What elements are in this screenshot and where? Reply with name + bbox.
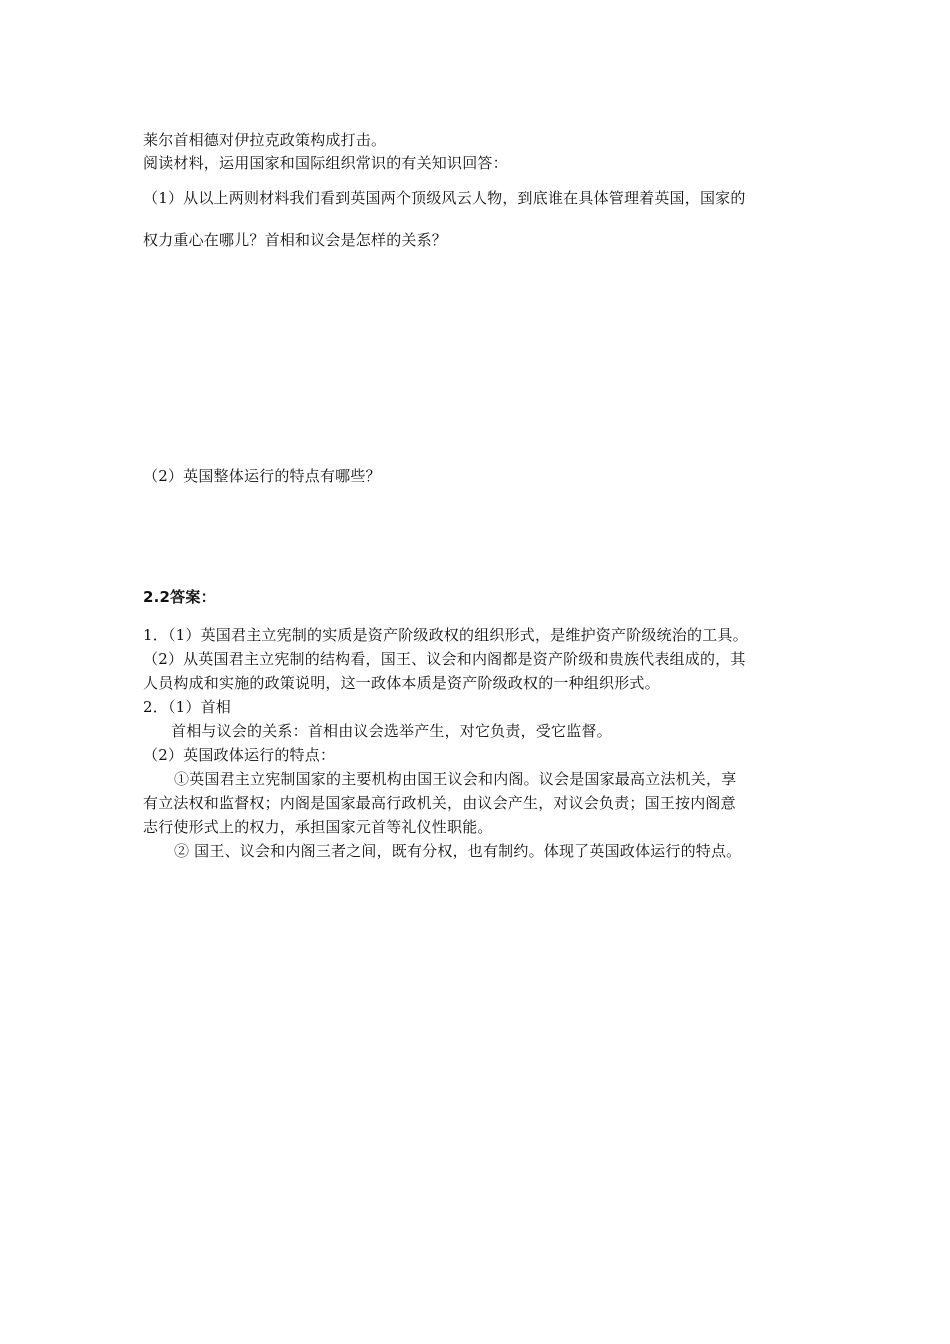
instruction-text: 阅读材料，运用国家和国际组织常识的有关知识回答： bbox=[143, 154, 508, 172]
answer-2-point-1-line-1: ①英国君主立宪制国家的主要机构由国王议会和内阁。议会是国家最高立法机关，享 bbox=[174, 770, 737, 788]
answer-1-part-2-line-1: （2）从英国君主立宪制的结构看，国王、议会和内阁都是资产阶级和贵族代表组成的，其 bbox=[143, 650, 746, 668]
answer-1-part-1: 1．（1）英国君主立宪制的实质是资产阶级政权的组织形式，是维护资产阶级统治的工具。 bbox=[143, 626, 748, 644]
answer-2-point-1-line-2: 有立法权和监督权；内阁是国家最高行政机关，由议会产生，对议会负责；国王按内阁意 bbox=[143, 794, 736, 812]
answer-2-part-1: 2．（1）首相 bbox=[143, 698, 231, 716]
answer-2-point-2: ② 国王、议会和内阁三者之间，既有分权，也有制约。体现了英国政体运行的特点。 bbox=[174, 842, 742, 860]
material-ending-text: 莱尔首相德对伊拉克政策构成打击。 bbox=[143, 131, 387, 149]
answer-2-point-1-line-3: 志行使形式上的权力，承担国家元首等礼仪性职能。 bbox=[143, 818, 493, 836]
answers-heading: 2.2答案： bbox=[143, 588, 216, 606]
question-2: （2）英国整体运行的特点有哪些？ bbox=[143, 467, 381, 485]
answer-2-part-2: （2）英国政体运行的特点： bbox=[143, 746, 336, 764]
question-1-line-1: （1）从以上两则材料我们看到英国两个顶级风云人物，到底谁在具体管理着英国，国家的 bbox=[143, 189, 746, 207]
question-1-line-2: 权力重心在哪儿？首相和议会是怎样的关系？ bbox=[143, 231, 448, 249]
answer-1-part-2-line-2: 人员构成和实施的政策说明，这一政体本质是资产阶级政权的一种组织形式。 bbox=[143, 674, 660, 692]
answer-2-relation: 首相与议会的关系：首相由议会选举产生，对它负责，受它监督。 bbox=[171, 722, 612, 740]
